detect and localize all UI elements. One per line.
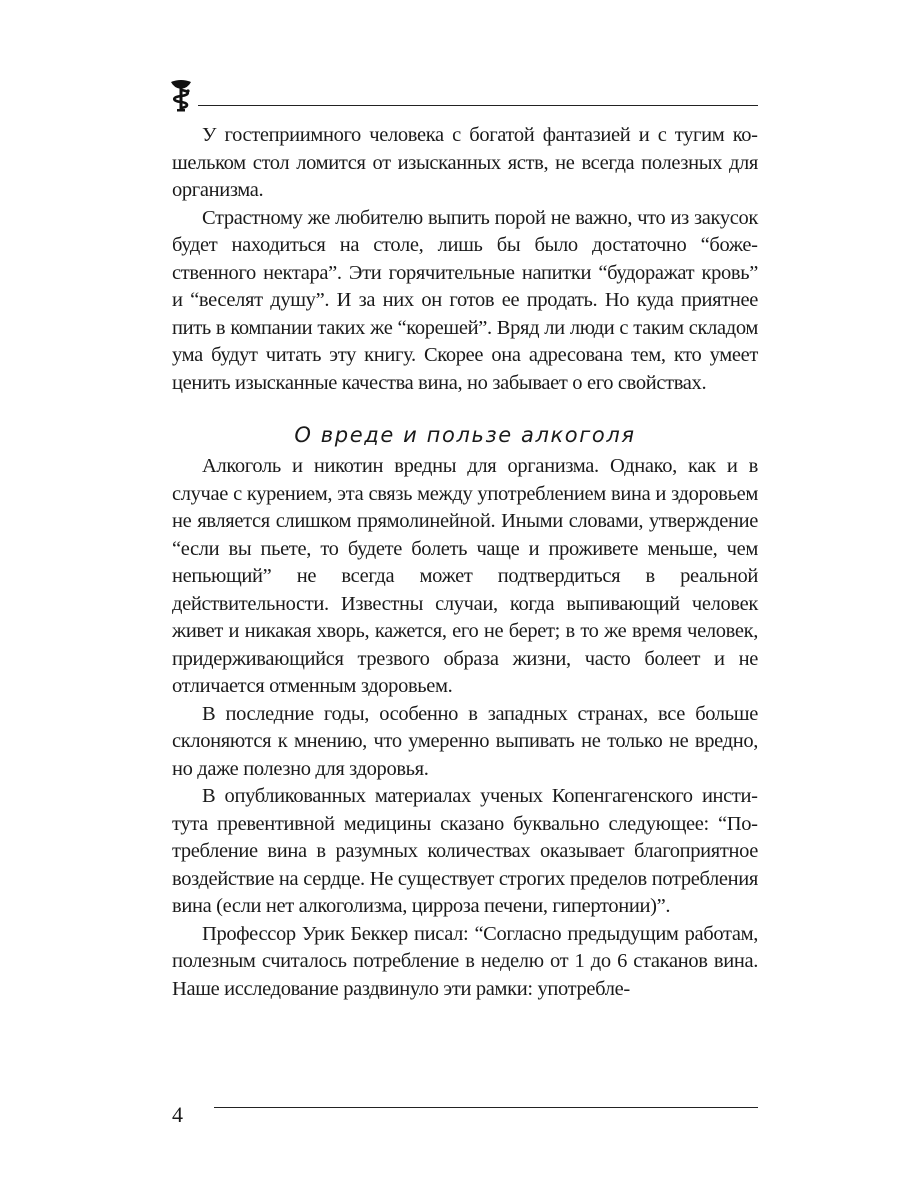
section-heading: О вреде и пользе алкоголя (294, 423, 636, 447)
page-number: 4 (172, 1102, 183, 1127)
paragraph: В опубликованных материалах ученых Копенгагенского института превентивной медицины сказано буквально следующее: “Потребление вина в разумных количествах оказывает благоприятное воздействие на сердце. Не существует строгих пределов потребления вина (если нет алкоголизма, цирроза печени, гипертонии)”. (172, 785, 758, 917)
paragraph: Алкоголь и никотин вредны для организма. Однако, как и в случае с курением, эта связь между употреблением вина и здоровьем не является слишком прямолинейной. Иными словами, утверждение “если вы пьете, то будете болеть чаще и проживете меньше, чем непьющий” не всегда может подтвердиться в реальной действительности. Известны случаи, когда выпивающий человек живет и никакая хворь, кажется, его не берет; в то же время человек, придерживающийся трезвого образа жизни, часто болеет и не отличается отменным здоровьем. (172, 455, 758, 697)
page-header (168, 78, 758, 112)
header-rule (198, 105, 758, 106)
paragraph: У гостеприимного человека с богатой фантазией и с тугим кошельком стол ломится от изысканных яств, не всегда полезных для организма. (172, 124, 758, 201)
page-footer (172, 1100, 758, 1130)
paragraph: В последние годы, особенно в западных странах, все больше склоняются к мнению, что умеренно выпивать не только не вредно, но даже полезно для здоровья. (172, 702, 758, 780)
footer-rule (214, 1107, 758, 1108)
bowl-of-hygieia-icon (168, 78, 194, 112)
paragraph: Профессор Урик Беккер писал: “Согласно предыдущим работам, полезным считалось потребление в неделю от 1 до 6 стаканов вина. Наше исследование раздвинуло эти рамки: употребле- (172, 922, 758, 1000)
body-text (172, 122, 758, 1003)
paragraph: Страстному же любителю выпить порой не важно, что из закусок будет находиться на столе, лишь бы было достаточно “божественного нектара”. Эти горячительные напитки “будоражат кровь” и “веселят душу”. И за них он готов ее продать. Но куда приятнее пить в компании таких же “корешей”. Вряд ли люди с таким складом ума будут читать эту книгу. Скорее она адресована тем, кто умеет ценить изысканные качества вина, но забывает о его свойствах. (172, 206, 758, 394)
